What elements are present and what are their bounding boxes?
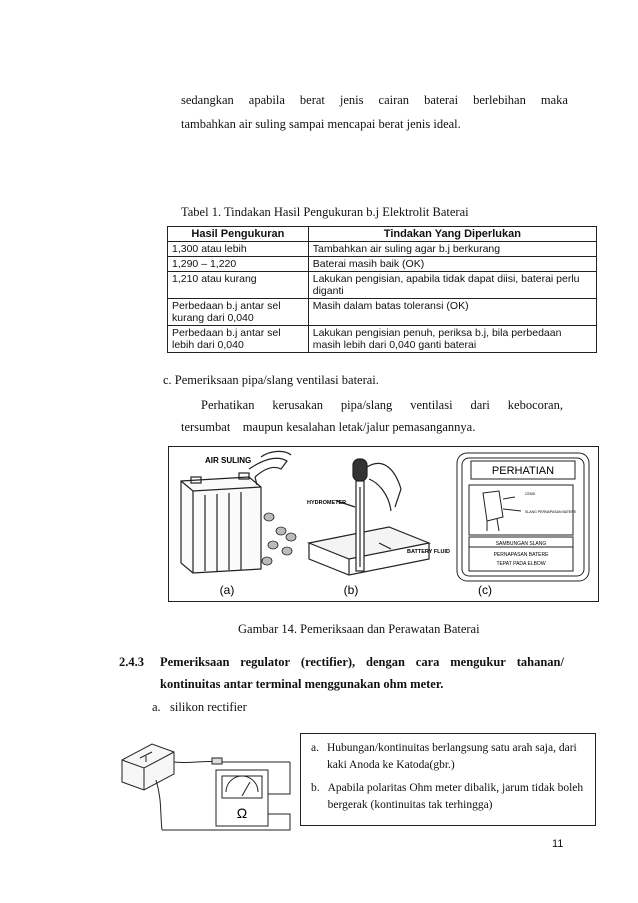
ohm-symbol: Ω [236,805,248,821]
table-caption: Tabel 1. Tindakan Hasil Pengukuran b.j Elektrolit Baterai [181,205,469,219]
word: tahanan/ [516,655,564,669]
battery-fluid-label: BATTERY FLUID [407,549,450,555]
word: maka [540,93,568,107]
electrolyte-table [167,226,597,353]
word: dari [470,398,490,412]
table-cell: Baterai masih baik (OK) [308,257,596,272]
battery-a-drawing [181,451,291,573]
word: berat [299,93,325,107]
word: Pemeriksaan [160,655,230,669]
page-number: 11 [552,838,564,850]
panel-label-a: (a) [219,583,235,597]
item-a: a. silikon rectifier [152,700,247,714]
notes-box [300,733,596,826]
table-cell: 1,210 atau kurang [168,272,309,299]
vent-caps [262,513,296,565]
section-243-line-1 [160,655,564,670]
word: apabila [248,93,285,107]
table-cell: 1,300 atau lebih [168,242,309,257]
section-243-line-2: kontinuitas antar terminal menggunakan ohm meter. [160,677,444,691]
word: ventilasi [410,398,453,412]
air-suling-label: AIR SULING [205,456,252,465]
table-cell: Perbedaan b.j antar sel kurang dari 0,040 [168,299,309,326]
note-text: Hubungan/kontinuitas berlangsung satu arah saja, dari kaki Anoda ke Katoda(gbr.) [326,742,577,771]
section-c-line-2: tersumbat maupun kesalahan letak/jalur pemasangannya. [181,420,476,434]
word: regulator [240,655,291,669]
intro-line-2: tambahkan air suling sampai mencapai berat jenis ideal. [181,117,461,131]
sign-footer-line: SAMBUNGAN SLANG [495,541,547,547]
intro-line-1 [181,93,568,108]
table-row [168,326,597,353]
word: jenis [339,93,364,107]
sign-footer-line: TEPAT PADA ELBOW [496,561,546,567]
word: Perhatikan [201,398,255,412]
column-header: Tindakan Yang Diperlukan [308,227,596,242]
sign-small-label: SLANG PERNAPASAN BATERE [525,510,577,514]
table-cell: Perbedaan b.j antar sel lebih dari 0,040 [168,326,309,353]
sign-title: PERHATIAN [491,465,555,477]
table-header-row [168,227,597,242]
hydrometer-drawing [309,459,429,575]
word: baterai [424,93,459,107]
panel-label-c: (c) [478,583,492,597]
battery-maintenance-illustration [169,447,598,601]
word: dengan [366,655,405,669]
word: cairan [378,93,410,107]
section-c-line-1 [201,398,563,413]
table-row [168,257,597,272]
word: cara [415,655,440,669]
section-number: 2.4.3 [119,655,144,669]
table-row [168,272,597,299]
note-item [311,740,585,774]
sign-small-label: CEKIK [525,492,536,496]
table-cell: Lakukan pengisian penuh, periksa b.j, bila perbedaan masih lebih dari 0,040 ganti baterai [308,326,596,353]
figure-14 [168,446,599,602]
word: kerusakan [272,398,324,412]
table-cell: Lakukan pengisian, apabila tidak dapat diisi, baterai perlu diganti [308,272,596,299]
table-cell: Masih dalam batas toleransi (OK) [308,299,596,326]
table-row [168,299,597,326]
note-text: Apabila polaritas Ohm meter dibalik, jarum tidak boleh bergerak (kontinuitas tak terhingga) [327,782,584,811]
table-cell: 1,290 – 1,220 [168,257,309,272]
table-row [168,242,597,257]
note-marker: b. [311,782,320,794]
section-c-heading: c. Pemeriksaan pipa/slang ventilasi baterai. [163,373,379,387]
figure-caption: Gambar 14. Pemeriksaan dan Perawatan Baterai [238,622,480,636]
word: (rectifier), [300,655,356,669]
column-header: Hasil Pengukuran [168,227,309,242]
note-item [311,780,585,814]
panel-label-b: (b) [343,583,359,597]
word: mengukur [450,655,506,669]
sign-footer-line: PERNAPASAN BATERE [493,552,549,558]
hydrometer-label: HYDROMETER [307,500,347,506]
word: kebocoran, [507,398,563,412]
word: berlebihan [473,93,526,107]
rectifier-ohmmeter-diagram [112,730,292,840]
note-marker: a. [311,742,319,754]
word: sedangkan [181,93,234,107]
word: pipa/slang [340,398,393,412]
table-cell: Tambahkan air suling agar b.j berkurang [308,242,596,257]
